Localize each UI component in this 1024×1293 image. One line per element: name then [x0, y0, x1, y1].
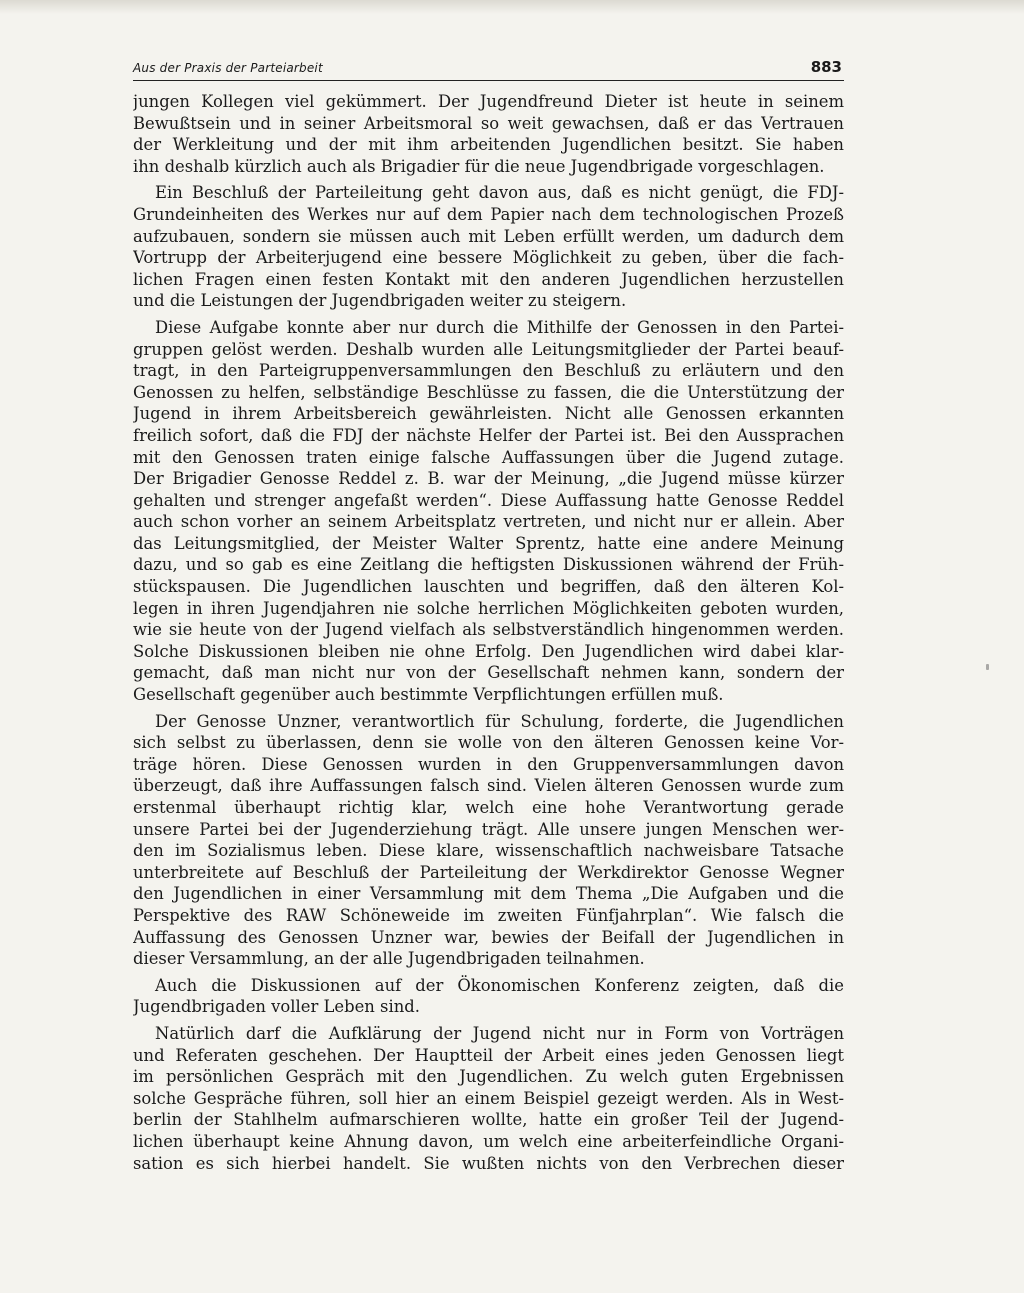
text-line: sich selbst zu überlassen, denn sie wolle von den älteren Genossen keine Vor- [133, 733, 844, 753]
text-line: stückspausen. Die Jugendlichen lauschten und begriffen, daß den älteren Kol- [133, 577, 844, 597]
text-line: überzeugt, daß ihre Auffassungen falsch sind. Vielen älteren Genossen wurde zum [133, 776, 844, 796]
scan-edge [0, 0, 1024, 14]
paragraph [133, 1023, 844, 1174]
paragraph [133, 91, 844, 177]
text-line: unsere Partei bei der Jugenderziehung trägt. Alle unsere jungen Menschen wer- [133, 819, 844, 839]
scan-speck [986, 664, 989, 670]
text-line: Ein Beschluß der Parteileitung geht davon aus, daß es nicht genügt, die FDJ- [155, 183, 844, 203]
text-line: Diese Aufgabe konnte aber nur durch die Mithilfe der Genossen in den Partei- [155, 317, 844, 337]
text-line: freilich sofort, daß die FDJ der nächste Helfer der Partei ist. Bei den Aussprachen [133, 425, 844, 445]
text-line: der Werkleitung und der mit ihm arbeitenden Jugendlichen besitzt. Sie haben [133, 135, 844, 155]
text-line: Der Brigadier Genosse Reddel z. B. war der Meinung, „die Jugend müsse kürzer [133, 469, 844, 489]
document-page [133, 52, 844, 1179]
text-line: im persönlichen Gespräch mit den Jugendlichen. Zu welch guten Ergebnissen [133, 1067, 844, 1087]
body-text [133, 91, 844, 1174]
text-line: Perspektive des RAW Schöneweide im zweiten Fünfjahrplan“. Wie falsch die [133, 905, 844, 925]
text-line: Solche Diskussionen bleiben nie ohne Erfolg. Den Jugendlichen wird dabei klar- [133, 641, 844, 661]
text-line: wie sie heute von der Jugend vielfach als selbstverständlich hingenommen werden. [133, 620, 844, 640]
text-line: Grundeinheiten des Werkes nur auf dem Papier nach dem technologischen Prozeß [133, 204, 844, 224]
text-line: Auffassung des Genossen Unzner war, bewies der Beifall der Jugendlichen in [133, 927, 844, 947]
text-line: lichen Fragen einen festen Kontakt mit den anderen Jugendlichen herzustellen [133, 269, 844, 289]
page-number: 883 [810, 58, 842, 76]
text-line: Bewußtsein und in seiner Arbeitsmoral so weit gewachsen, daß er das Vertrauen [133, 113, 844, 133]
text-line: ihn deshalb kürzlich auch als Brigadier für die neue Jugendbrigade vorgeschlagen. [133, 156, 825, 176]
text-line: Natürlich darf die Aufklärung der Jugend nicht nur in Form von Vorträgen [155, 1023, 844, 1043]
text-line: Gesellschaft gegenüber auch bestimmte Verpflichtungen erfüllen muß. [133, 685, 724, 705]
text-line: unterbreitete auf Beschluß der Parteileitung der Werkdirektor Genosse Wegner [133, 862, 844, 882]
text-line: und Referaten geschehen. Der Hauptteil der Arbeit eines jeden Genossen liegt [133, 1045, 844, 1065]
text-line: jungen Kollegen viel gekümmert. Der Jugendfreund Dieter ist heute in seinem [133, 92, 844, 111]
text-line: dieser Versammlung, an der alle Jugendbrigaden teilnahmen. [133, 949, 645, 969]
text-line: Genossen zu helfen, selbständige Beschlüsse zu fassen, die die Unterstützung der [133, 382, 844, 402]
text-line: erstenmal überhaupt richtig klar, welch eine hohe Verantwortung gerade [133, 798, 844, 817]
text-line: Vortrupp der Arbeiterjugend eine bessere Möglichkeit zu geben, über die fach- [133, 248, 844, 268]
text-line: Jugendbrigaden voller Leben sind. [133, 997, 420, 1017]
text-line: berlin der Stahlhelm aufmarschieren wollte, hatte ein großer Teil der Jugend- [133, 1110, 844, 1130]
text-line: mit den Genossen traten einige falsche Auffassungen über die Jugend zutage. [133, 447, 844, 467]
text-line: aufzubauen, sondern sie müssen auch mit Leben erfüllt werden, um dadurch dem [133, 226, 844, 246]
paragraph [133, 317, 844, 706]
text-line: das Leitungsmitglied, der Meister Walter Sprentz, hatte eine andere Meinung [133, 533, 844, 553]
running-title: Aus der Praxis der Parteiarbeit [133, 61, 323, 75]
paragraph [133, 975, 844, 1018]
text-line: und die Leistungen der Jugendbrigaden weiter zu steigern. [133, 291, 627, 311]
text-line: gemacht, daß man nicht nur von der Gesellschaft nehmen kann, sondern der [133, 663, 844, 683]
text-line: träge hören. Diese Genossen wurden in den Gruppenversammlungen davon [133, 754, 844, 774]
paragraph [133, 182, 844, 312]
text-line: den im Sozialismus leben. Diese klare, wissenschaftlich nachweisbare Tatsache [133, 841, 844, 861]
text-line: auch schon vorher an seinem Arbeitsplatz vertreten, und nicht nur er allein. Aber [133, 512, 844, 532]
text-line: dazu, und so gab es eine Zeitlang die heftigsten Diskussionen während der Früh- [133, 555, 844, 575]
text-line: gruppen gelöst werden. Deshalb wurden alle Leitungsmitglieder der Partei beauf- [133, 339, 844, 359]
text-line: legen in ihren Jugendjahren nie solche herrlichen Möglichkeiten geboten wurden, [133, 598, 844, 618]
text-line: Jugend in ihrem Arbeitsbereich gewährleisten. Nicht alle Genossen erkannten [133, 404, 844, 424]
text-line: lichen überhaupt keine Ahnung davon, um welch eine arbeiterfeindliche Organi- [133, 1131, 844, 1151]
text-line: gehalten und strenger angefaßt werden“. Diese Auffassung hatte Genosse Reddel [133, 490, 844, 510]
text-line: Auch die Diskussionen auf der Ökonomischen Konferenz zeigten, daß die [155, 975, 844, 995]
paragraph [133, 711, 844, 970]
text-line: den Jugendlichen in einer Versammlung mit dem Thema „Die Aufgaben und die [133, 884, 844, 904]
text-line: Der Genosse Unzner, verantwortlich für Schulung, forderte, die Jugendlichen [155, 711, 844, 731]
text-line: solche Gespräche führen, soll hier an einem Beispiel gezeigt werden. Als in West- [133, 1088, 844, 1108]
running-header [133, 52, 844, 81]
text-line: tragt, in den Parteigruppenversammlungen den Beschluß zu erläutern und den [133, 361, 844, 381]
text-line: sation es sich hierbei handelt. Sie wußten nichts von den Verbrechen dieser [133, 1153, 844, 1173]
